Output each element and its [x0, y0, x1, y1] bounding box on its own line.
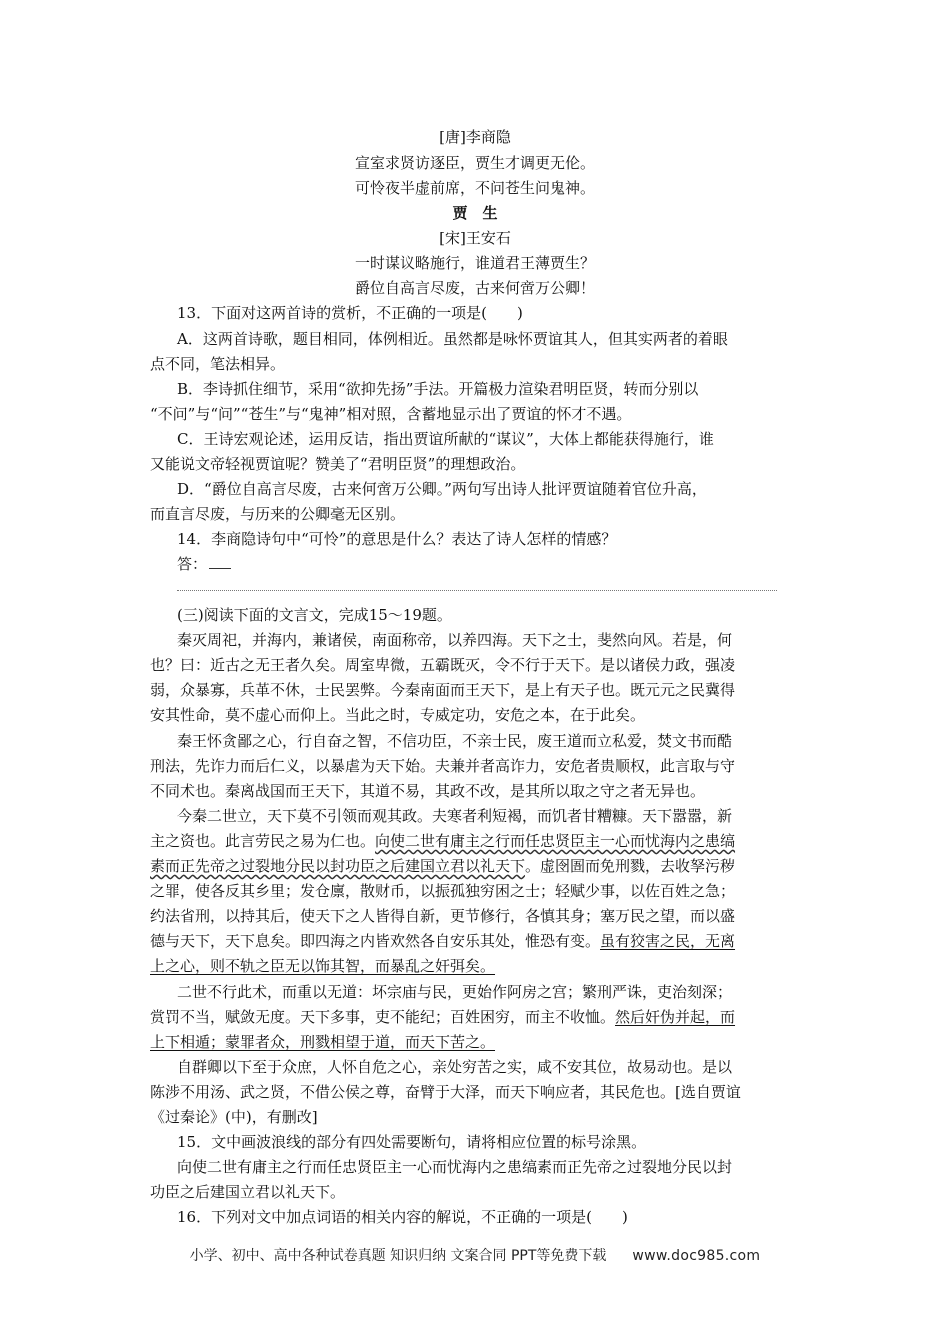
- wavy-underlined-passage-2: 素而正先帝之过裂地分民以封功臣之后建国立君以礼天下: [150, 857, 526, 875]
- q14-stem: 14．李商隐诗句中“可怜”的意思是什么？表达了诗人怎样的情感？: [177, 530, 617, 548]
- q13-option-d-line1: D．“爵位自高言尽废，古来何啻万公卿。”两句写出诗人批评贾谊随着官位升高，: [177, 480, 707, 498]
- p2-line-1: 秦王怀贪鄙之心，行自奋之智，不信功臣，不亲士民，废王道而立私爱，焚文书而酷: [177, 732, 733, 750]
- q15-line-1: 向使二世有庸主之行而任忠贤臣主一心而忧海内之患缟素而正先帝之过裂地分民以封: [177, 1158, 733, 1176]
- poem2-title: 贾 生: [452, 204, 498, 222]
- p3-line-3: 素而正先帝之过裂地分民以封功臣之后建国立君以礼天下。虚囹圄而免刑戮，去收孥污秽: [150, 857, 736, 875]
- footer-text: 小学、初中、高中各种试卷真题 知识归纳 文案合同 PPT等免费下载: [189, 1248, 607, 1264]
- footer: [0, 1245, 950, 1265]
- wavy-underlined-passage-1: 向使二世有庸主之行而任忠贤臣主一心而忧海内之患缟: [375, 832, 736, 850]
- q13-stem: 13．下面对这两首诗的赏析，不正确的一项是( ): [177, 304, 523, 322]
- underlined-sentence-2b: 上下相遁；蒙罪者众，刑戮相望于道，而天下苦之。: [150, 1033, 496, 1051]
- poem2-author: [宋]王安石: [439, 229, 511, 247]
- answer-dotted-rule: [177, 590, 777, 591]
- q13-option-b-line1: B．李诗抓住细节，采用“欲抑先扬”手法。开篇极力渲染君明臣贤，转而分别以: [177, 380, 699, 398]
- p2-line-2: 刑法，先诈力而后仁义，以暴虐为天下始。夫兼并者高诈力，安危者贵顺权，此言取与守: [150, 757, 736, 775]
- p5-line-2: 陈涉不用汤、武之贤，不借公侯之尊，奋臂于大泽，而天下响应者，其民危也。[选自贾谊: [150, 1083, 741, 1101]
- p2-line-3: 不同术也。秦离战国而王天下，其道不易，其政不改，是其所以取之守之者无异也。: [150, 782, 706, 800]
- q13-option-c-line1: C．王诗宏观论述，运用反诘，指出贾谊所献的“谋议”，大体上都能获得施行，谁: [177, 430, 714, 448]
- q16-stem: 16．下列对文中加点词语的相关内容的解说，不正确的一项是( ): [177, 1208, 628, 1226]
- p5-line-3: 《过秦论》(中)，有删改]: [150, 1108, 318, 1126]
- p3-line-7: [150, 955, 495, 976]
- p4-line-1: 二世不行此术，而重以无道：坏宗庙与民，更始作阿房之宫；繁刑严诛，吏治刻深；: [177, 983, 733, 1001]
- q14-answer: [177, 553, 231, 574]
- p1-line-3: 弱，众暴寡，兵革不休，士民罢弊。今秦南面而王天下，是上有天子也。既元元之民冀得: [150, 681, 736, 699]
- answer-blank-line[interactable]: [209, 556, 231, 569]
- footer-url[interactable]: www.doc985.com: [632, 1248, 761, 1264]
- q13-option-a-line2: 点不同，笔法相异。: [150, 355, 286, 373]
- p5-line-1: 自群卿以下至于众庶，人怀自危之心，亲处穷苦之实，咸不安其位，故易动也。是以: [177, 1058, 733, 1076]
- p1-line-1: 秦灭周祀，并海内，兼诸侯，南面称帝，以养四海。天下之士，斐然向风。若是，何: [177, 631, 733, 649]
- p4-line-3: [150, 1031, 495, 1052]
- p3-line-1: 今秦二世立，天下莫不引领而观其政。夫寒者利短褐，而饥者甘糟糠。天下嚣嚣，新: [177, 807, 733, 825]
- q15-stem: 15．文中画波浪线的部分有四处需要断句，请将相应位置的标号涂黑。: [177, 1133, 647, 1151]
- section3-heading: (三)阅读下面的文言文，完成15～19题。: [177, 606, 452, 624]
- poem1-line-2: 可怜夜半虚前席，不问苍生问鬼神。: [354, 179, 595, 197]
- q14-answer-label: 答：: [177, 555, 208, 573]
- q13-option-b-line2: “不问”与“问”“苍生”与“鬼神”相对照，含蓄地显示出了贾谊的怀才不遇。: [150, 405, 632, 423]
- p1-line-2: 也？曰：近古之无王者久矣。周室卑微，五霸既灭，令不行于天下。是以诸侯力政，强凌: [150, 656, 736, 674]
- underlined-sentence-1a: 虽有狡害之民，无离: [600, 932, 736, 950]
- q13-option-a-line1: A．这两首诗歌，题目相同，体例相近。虽然都是咏怀贾谊其人，但其实两者的着眼: [177, 330, 728, 348]
- poem2-line-1: 一时谋议略施行，谁道君王薄贾生？: [354, 254, 595, 272]
- poem1-line-1: 宣室求贤访逐臣，贾生才调更无伦。: [354, 154, 595, 172]
- p4-line-2: 赏罚不当，赋敛无度。天下多事，吏不能纪；百姓困穷，而主不收恤。然后奸伪并起，而: [150, 1008, 736, 1026]
- p3-line-2: 主之资也。此言劳民之易为仁也。向使二世有庸主之行而任忠贤臣主一心而忧海内之患缟: [150, 832, 736, 850]
- p3-line-4: 之罪，使各反其乡里；发仓廪，散财币，以振孤独穷困之士；轻赋少事，以佐百姓之急；: [150, 882, 736, 900]
- poem1-author: [唐]李商隐: [439, 128, 511, 146]
- poem2-line-2: 爵位自高言尽废，古来何啻万公卿！: [354, 279, 595, 297]
- underlined-sentence-2a: 然后奸伪并起，而: [615, 1008, 736, 1026]
- q13-option-c-line2: 又能说文帝轻视贾谊呢？赞美了“君明臣贤”的理想政治。: [150, 455, 526, 473]
- q15-line-2: 功臣之后建国立君以礼天下。: [150, 1183, 346, 1201]
- q13-option-d-line2: 而直言尽废，与历来的公卿毫无区别。: [150, 505, 406, 523]
- underlined-sentence-1b: 上之心，则不轨之臣无以饰其智，而暴乱之奸弭矣。: [150, 957, 496, 975]
- p1-line-4: 安其性命，莫不虚心而仰上。当此之时，专威定功，安危之本，在于此矣。: [150, 706, 646, 724]
- p3-line-6: 德与天下，天下息矣。即四海之内皆欢然各自安乐其处，惟恐有变。虽有狡害之民，无离: [150, 932, 736, 950]
- p3-line-5: 约法省刑，以持其后，使天下之人皆得自新，更节修行，各慎其身；塞万民之望，而以盛: [150, 907, 736, 925]
